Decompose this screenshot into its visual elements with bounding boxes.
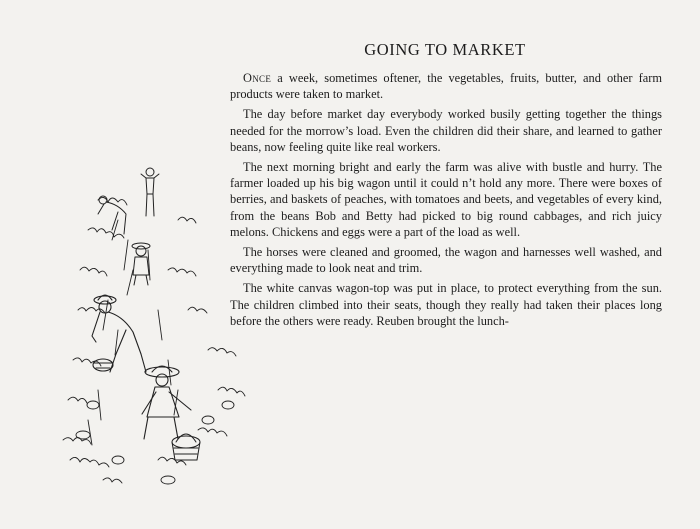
paragraph-1 bbox=[230, 70, 662, 102]
girl-picking-beans-figure bbox=[142, 366, 191, 439]
bean-plants-foliage bbox=[63, 197, 245, 484]
bending-child-figure bbox=[98, 196, 126, 234]
boy-picking-beans-figure bbox=[92, 295, 146, 372]
chapter-title: GOING TO MARKET bbox=[364, 40, 526, 59]
children-picking-beans-illustration bbox=[58, 160, 258, 495]
paragraph-3: The next morning bright and early the farm was alive with bustle and hurry. The farmer loaded up his big wagon until it could n’t hold any more. There were boxes of berries, and baskets of peaches, with tomatoes and beets, and vegetables of every kind, from the beans Bob and Betty had picked to big round cabbages, and rich juicy melons. Chickens and eggs were a part of the load as well. bbox=[230, 160, 662, 239]
paragraph-4: The horses were cleaned and groomed, the wagon and harnesses well washed, and everything made to look neat and trim. bbox=[230, 245, 662, 276]
distant-child-figure bbox=[141, 168, 159, 216]
paragraph-2: The day before market day everybody worked busily getting together the things needed for the morrow’s load. Even the children did their share, and learned to gather beans, now feeling quite like real workers. bbox=[230, 107, 662, 154]
paragraph-5: The white canvas wagon-top was put in place, to protect everything from the sun. The children climbed into their seats, though they really had taken their places long before the others were ready. Reuben brought the lunch- bbox=[230, 281, 662, 328]
child-with-hat-figure bbox=[132, 243, 150, 285]
basket-drawing bbox=[172, 434, 200, 460]
paragraph-text: a week, sometimes oftener, the vegetables, fruits, butter, and other farm products were taken to market. bbox=[230, 71, 662, 102]
body-text bbox=[230, 70, 662, 333]
paragraph-lead-word: Once bbox=[243, 71, 272, 85]
